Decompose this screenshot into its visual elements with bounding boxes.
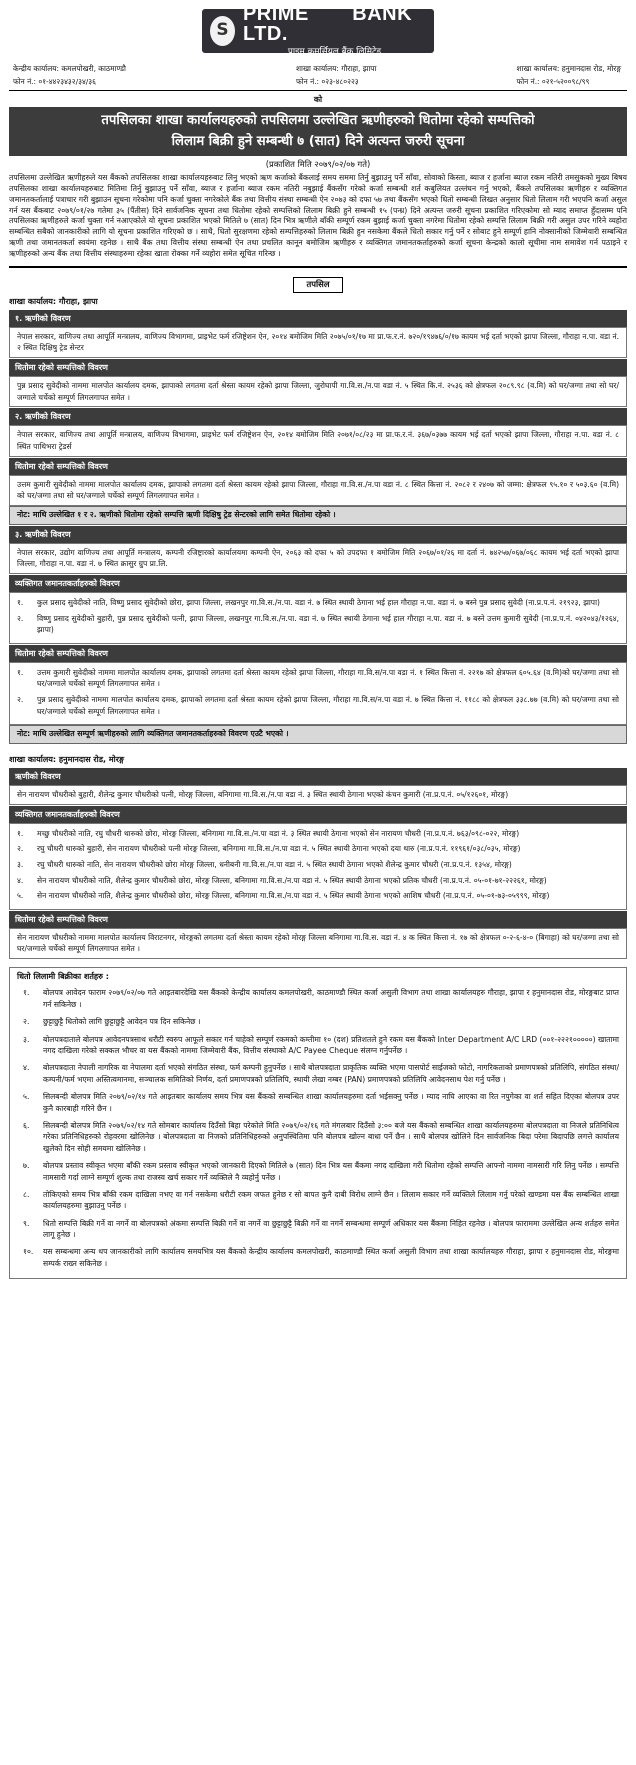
item-number: ५. — [17, 891, 24, 901]
office-addresses — [9, 63, 627, 88]
item-text: विष्णु प्रसाद सुवेदीको बुहारी, पुन्न प्रसाद सुवेदीको पत्नी, झापा जिल्ला, लखनपुर गा.वि.स./न.पा. वडा नं. ७ स्थित स्थायी ठेगाना भई हाल गौराहा न.पा. वडा नं. ७ बस्ने उत्तम कुमारी सुवेदी (ना.प्र.प.नं. ०४२०४३/१२६४, झापा) — [37, 613, 619, 635]
publish-date: (प्रकाशित मिति २०७९/०२/०७ गते) — [265, 159, 371, 170]
borrower-details: नेपाल सरकार, वाणिज्य तथा आपूर्ति मन्त्रालय, वाणिज्य विभागमा, प्राइभेट फर्म रजिष्ट्रेशन ऐन, २०१४ बमोजिम मिति २०७५/०१/१७ मा प्रा.फ.र.नं. ७२०/१९४७६/०/१७ कायम भई दर्ता भएको झापा जिल्ला, गौराहा न.पा. वडा नं. २ स्थित दिक्षिषु ट्रेड सेन्टर — [9, 327, 627, 358]
section-heading: धितोमा रहेको सम्पत्तिको विवरण — [9, 458, 627, 475]
note: नोट: माथि उल्लेखित १ र २. ऋणीको धितोमा रहेको सम्पत्ति ऋणी दिक्षिषु ट्रेड सेन्टरको लागि समेत धितोमा रहेको । — [9, 506, 627, 525]
item-number: ५. — [23, 1092, 30, 1102]
section-heading: ऋणीको विवरण — [9, 768, 627, 785]
borrower-details: सेन नारायण चौधरीको बुहारी, शैलेन्द्र कुमार चौधरीको पत्नी, मोरङ्ग जिल्ला, बनिगामा गा.वि.स./न.पा वडा नं. ३ स्थित स्थायी ठेगाना भएको कंचन कुमारी (ना.प्र.प.नं. ०५/१२६०१, मोरङ्ग) — [9, 785, 627, 805]
auction-conditions — [9, 967, 627, 1279]
notice-title — [9, 107, 627, 156]
item-text: पुन्न प्रसाद सुवेदीको नाममा मालपोत कार्यालय दमक, झापाको लगतमा दर्ता श्रेस्ता कायम रहेको झापा जिल्ला, गौराहा गा.वि.स/न.पा वडा नं. ७ स्थित कित्ता नं. ११८८ को क्षेत्रफल ३३८.७७ (व.मि) को घर/जग्गा तथा सो घर/जग्गाले चर्चेको सम्पूर्ण लिगलगापत समेत । — [37, 695, 619, 716]
collateral-list — [9, 662, 627, 726]
item-number: ४. — [23, 1063, 30, 1073]
intro-paragraph: तपसिलमा उल्लेखित ऋणीहरुले यस बैंकको तपसिलका शाखा कार्यालयहरुबाट लिनु भएको ऋण कर्जाको बैंकलाई समय सममा तिर्नु बुझाउनु पर्ने साँवा, सोवाको किस्ता, ब्याज र हर्जाना ब्याज रकम नतिरी तमसुकको मुख्य बिषय तपसिलका शाखा कार्यालयहरुबाट मितिमा तिर्नु बुझाउनु पर्ने साँवा, ब्याज र हर्जाना ब्याज रकम नतिरी नबुझाई बैंकसँग गरेको कर्जा सम्बन्धी शर्त कबुलियत उल्लंघन गर्नु भएको, बैंकले तपसिलका ऋणीहरु र व्यक्तिगत जमानतकर्तालाई पत्राचार गरी बुझाउन सूचना गरेकोमा पनि कर्जा चुक्ता नगरेकोले बैंक तथा वित्तीय संस्था सम्बन्धी ऐन २०७३ को दफा ५७ तथा बैंकसँग भएको धितो सम्बन्धी लिखत अनुसार धितो लिलाम गरी भएपनि कर्जा असुल गर्न यस बैंकबाट २०७९/०१/२७ गतेमा ३५ (पैंतीस) दिने सार्वजनिक सूचना तथा धितोमा रहेको सम्पत्तिको लिलाम बिक्री हुने सम्बन्धी १५ (पन्ध्र) दिने अत्यन्त जरुरी सूचना प्रकाशित गरिएकोमा सो म्याद समाप्त हुँदासम्म पनि तपसिलका ऋणीहरुले कर्जा चुक्ता गर्न नआएकोले यो सूचना प्रकाशित भएको मितिले ७ (सात) दिन भित्र ऋणीले बाँकी सम्पूर्ण रकम बुझाई कर्जा चुक्ता नगरेमा धितोमा रहेको सम्पत्ति लिलाम बिक्री गरी असुल उपर गरिने व्यहोरा सम्बन्धित सबैको जानकारीको लागि यो सूचना प्रकाशित गरिएको छ । साथै, धितो सुरक्षणमा रहेको सम्पत्तिहरुको लिलाम बिक्री हुन नसकेमा बैंकले धितो सकार गर्नु पर्ने र सोबाट हुने सम्पूर्ण हानि नोक्सानीको जिम्मेवारी सम्बन्धित ऋणी तथा जमानतकर्ता स्वयंमा रहनेछ । साथै बैंक तथा वित्तीय संस्था सम्बन्धी ऐन तथा प्रचलित कानून बमोजिम ऋणीहरु र व्यक्तिगत जमानतकर्ताहरुको कर्जा सूचना केन्द्रको कालो सूचीमा नाम समावेश गर्न पठाइने र ऋणीहरुको अन्य बैंक तथा वित्तीय संस्थाहरुमा रहेका खाता रोक्का गर्ने व्यहोरा समेत सूचित गरिन्छ । — [9, 173, 627, 269]
list-item — [17, 1091, 619, 1114]
list-item — [17, 1016, 619, 1027]
item-text: बोलपत्र प्रस्ताव स्वीकृत भएमा बाँकी रकम प्रस्ताव स्वीकृत भएको जानकारी दिएको मितिले ७ (सात) दिन भित्र यस बैंकमा नगद दाखिला गरी धितोमा रहेको सम्पत्ति आफ्नो नाममा नामसारी गरि लिनु पर्नेछ । सम्पत्ति नामसारी गर्दा लाग्ने सम्पूर्ण शुल्क तथा राजस्व खर्च सकार गर्ने व्यक्तिले नै व्यहोर्नु पर्नेछ । — [43, 1161, 619, 1182]
item-number: १. — [17, 828, 24, 838]
bank-name-nepali: प्राइम कमर्सियल बैंक लिमिटेड — [287, 46, 382, 57]
section-heading: ३. ऋणीको विवरण — [9, 526, 627, 543]
list-item — [17, 1034, 619, 1057]
item-number: ४. — [17, 875, 24, 885]
bank-emblem-icon: S — [210, 16, 235, 46]
guarantor-list — [9, 592, 627, 644]
bank-name-main: PRiME — [242, 2, 309, 25]
item-text: उत्तम कुमारी सुवेदीको नाममा मालपोत कार्यालय दमक, झापाको लगतमा दर्ता श्रेस्ता कायम रहेको झापा जिल्ला, गौराहा गा.वि.स/न.पा वडा नं. १ स्थित कित्ता नं. २२१७ को क्षेत्रफल ६०५.६४ (व.मि)को घर/जग्गा तथा सो घर/जग्गाले चर्चेको सम्पूर्ण लिगलगापत समेत । — [37, 667, 619, 689]
item-number: ६. — [23, 1120, 30, 1130]
notice-title-line1: तपसिलका शाखा कार्यालयहरुको तपसिलमा उल्लेखित ऋणीहरुको धितोमा रहेको सम्पत्तिको — [101, 113, 535, 129]
list-item — [17, 1189, 619, 1212]
list-item — [17, 597, 619, 609]
item-text: कुल प्रसाद सुवेदीको नाति, विष्णु प्रसाद सुवेदीको छोरा, झापा जिल्ला, लखनपुर गा.वि.स./न.पा. वडा नं. ७ स्थित स्थायी ठेगाना भई हाल गौराहा न.पा. वडा नं. ७ बस्ने पुन्न प्रसाद सुवेदी (ना.प्र.प.नं. २१९२३, झापा) — [37, 597, 600, 607]
list-item — [17, 1246, 619, 1269]
item-number: ३. — [23, 1034, 30, 1044]
tapsil-heading-wrap — [9, 277, 627, 293]
bank-name-commercial: COMMERCIAL — [310, 2, 351, 9]
section-heading: व्यक्तिगत जमानतकर्ताहरुको विवरण — [9, 806, 627, 823]
office-gauradaha — [266, 63, 376, 88]
section-heading: व्यक्तिगत जमानतकर्ताहरुको विवरण — [9, 575, 627, 592]
list-item — [17, 613, 619, 636]
item-number: १. — [17, 667, 24, 677]
list-item — [17, 694, 619, 717]
notice-title-line2: लिलाम बिक्री हुने सम्बन्धी ७ (सात) दिने अत्यन्त जरुरी सूचना — [171, 133, 465, 149]
item-text: सिलबन्दी बोलपत्र मिति २०७९/०२/१४ गते सोमबार कार्यालय दिउँसो बिहा परेकोले मिति २०७९/०२/१६ गते मंगलबार दिउँसो ३:०० बजे यस बैंकको सम्बन्धित शाखा कार्यालयहरुमा बोलपत्रदाता वा निजले प्रतिनिधित्व गरेका प्रतिनिधिहरुको रोहवरमा खोलिनेछ । बोलपत्रदाता वा निजको प्रतिनिधिहरुको अनुपस्थितिमा पनि बोलपत्र खोल्न बाधा पर्ने छैन । साथै बोलपत्र खोलिने दिन सार्वजनिक बिदा परेमा बिदापछि लगत्ते कार्यालय खुलेको दिन सोही समयमा खोलिनेछ । — [43, 1120, 619, 1153]
conditions-heading: धितो लिलामी बिक्रीका शर्तहरु : — [17, 972, 109, 982]
item-text: सेन नारायण चौधरीको नाति, शैलेन्द्र कुमार चौधरीको छोरा, मोरङ्ग जिल्ला, बनिगामा गा.वि.स./न.पा वडा नं. ५ स्थित स्थायी ठेगाना भएको प्रतिक चौधरी (ना.प्र.प.नं. ०५-०१-७१-२२२६१, मोरङ्ग) — [37, 875, 547, 885]
item-text: तोकिएको समय भित्र बाँकी रकम दाखिला नभए वा गर्न नसकेमा धरौटी रकम जफत हुनेछ र सो बापत कुनै दाबी विरोध लाग्ने छैन । लिलाम सकार गर्ने व्यक्तिले लिलाम गर्नु परेको खण्डमा यस बैंक सम्बन्धित शाखा कार्यालयहरुमा बुझाउनु पर्नेछ । — [43, 1189, 619, 1211]
item-number: २. — [17, 613, 24, 623]
office-central-phone: फोन नं.: ०१-४४२३४३२/३४/३६ — [13, 76, 96, 86]
item-number: २. — [17, 695, 24, 705]
list-item — [17, 1160, 619, 1183]
list-item — [17, 890, 619, 902]
list-item — [17, 859, 619, 871]
list-item — [17, 843, 619, 855]
collateral-details: उत्तम कुमारी सुवेदीको नाममा मालपोत कार्यालय दमक, झापाको लगतमा दर्ता श्रेस्ता कायम रहेको झापा जिल्ला, गौराहा गा.वि.स./न.पा वडा नं. ८ स्थित कित्ता नं. २०८२ र २४०७ को जम्मा: क्षेत्रफल ९५.१० र ५०३.६० (व.मि) को घर/जग्गा तथा सो घर/जग्गाले चर्चेको सम्पूर्ण लिगलगापत समेत । — [9, 475, 627, 506]
item-text: धितो सम्पत्ति बिक्री गर्ने वा नगर्ने वा बोलपत्रको अंकमा सम्पत्ति बिक्री गर्ने वा नगर्ने वा छुट्टाछुट्टै बिक्री गर्ने वा नगर्ने सम्बन्धमा सम्पूर्ण अधिकार यस बैंकमा निहित रहनेछ । बोलपत्र फाराममा उल्लेखित अन्य शर्तहरु समेत लागू हुनेछ । — [43, 1218, 619, 1240]
office-central-address: केन्द्रीय कार्यालय: कमलपोखरी, काठमाण्डौ — [13, 64, 126, 73]
list-item — [17, 667, 619, 690]
item-text: बोलपत्रदाता नेपाली नागरिक वा नेपालमा दर्ता भएको संगठित संस्था, फर्म कम्पनी हुनुपर्नेछ । साथै बोलपत्रदाता प्राकृतिक व्यक्ति भएमा पासपोर्ट साईजको फोटो, नागरिकताको प्रमाणपत्रको प्रतिलिपि, संगठित संस्था/कम्पनी/फर्म भएमा अस्तित्वमानमा, सञ्चालक समितिको निर्णय, दर्ता प्रमाणपत्रको प्रतिलिपि, स्थायी लेखा नम्बर (PAN) प्रमाणपत्रको प्रतिलिपि आवेदनसाथ पेश गर्नु पर्नेछ । — [43, 1063, 619, 1084]
item-number: २. — [17, 844, 24, 854]
office-hanumandas-phone: फोन नं.: ०२१-५२००९८/९९ — [516, 76, 590, 86]
list-item — [17, 1218, 619, 1241]
office-central — [13, 63, 126, 88]
item-number: २. — [23, 1017, 30, 1027]
item-text: मच्छु चौधरीको नाति, रघु चौधरी थारुको छोरा, मोरङ्ग जिल्ला, बनिगामा गा.वि.स./न.पा वडा नं. ३ स्थित स्थायी ठेगाना भएको सेन नारायण चौधरी (ना.प्र.प.नं. ७६३/०९८-०२२, मोरङ्ग) — [37, 828, 520, 838]
branch-hanumandas-heading: शाखा कार्यालय: हनुमानदास रोड, मोरङ्ग — [9, 754, 125, 764]
section-heading: २. ऋणीको विवरण — [9, 408, 627, 425]
item-text: रघु चौधरी थारुको बुहारी, सेन नारायण चौधरीको पत्नी मोरङ्ग जिल्ला, बनिगामा गा.वि.स./न.पा वडा नं. ५ स्थित स्थायी ठेगाना भएको दया थारु (ना.प्र.प.नं. ११९६१/०३८/०३५, मोरङ्ग) — [37, 844, 521, 854]
item-text: रघु चौधरी थारुको नाति, सेन नारायण चौधरीको छोरा मोरङ्ग जिल्ला, धनीबनी गा.वि.स./न.पा वडा नं. ५ स्थित स्थायी ठेगाना भएको शैलेन्द्र कुमार चौधरी (ना.प्र.प.नं. १३५४, मोरङ्ग) — [37, 859, 512, 869]
section-heading: १. ऋणीको विवरण — [9, 310, 627, 327]
item-number: १. — [23, 988, 30, 998]
tapsil-heading: तपसिल — [293, 277, 342, 293]
office-gauradaha-address: शाखा कार्यालय: गौराहा, झापा — [296, 64, 377, 73]
borrower-details: नेपाल सरकार, वाणिज्य तथा आपूर्ति मन्त्रालय, वाणिज्य विभागमा, प्राइभेट फर्म रजिष्ट्रेशन ऐन, २०१४ बमोजिम मिति २०७१/०८/२३ मा प्रा.फ.र.नं. ३६७/०३७७ कायम भई दर्ता भएको झापा जिल्ला, गौराहा न.पा. वडा नं. ८ स्थित पाथिभरा ट्रेडर्स — [9, 425, 627, 456]
collateral-details: सेन नारायण चौधरीको नाममा मालपोत कार्यालय विराटनगर, मोरङ्गको लगतमा दर्ता श्रेस्ता कायम रहेको मोरङ्ग जिल्ला बनिगामा गा.वि.स. वडा नं. ४ क स्थित कित्ता नं. १७ को क्षेत्रफल ०-२-६-४-० (बिगाहा) को घर/जग्गा तथा सो घर/जग्गाले चर्चेको सम्पूर्ण लिगलगापत समेत । — [9, 928, 627, 959]
bank-logo — [202, 2, 434, 57]
divider — [9, 90, 627, 91]
office-hanumandas — [517, 63, 623, 88]
collateral-details: पुन्न प्रसाद सुवेदीको नाममा मालपोत कार्यालय दमक, झापाको लगतमा दर्ता श्रेस्ता कायम रहेको झापा जिल्ला, जुरोघापी गा.वि.स./न.पा वडा नं. ५ स्थित कि.नं. २५३६ को क्षेत्रफल २०८९.९८ (व.मि) को घर/जग्गा तथा सो घर/जग्गाले चर्चेको सम्पूर्ण लिगलगापत समेत । — [9, 376, 627, 407]
guarantor-list — [9, 823, 627, 910]
item-number: ७. — [23, 1161, 30, 1171]
item-number: ९. — [23, 1218, 30, 1228]
item-number: १. — [17, 597, 24, 607]
section-heading: धितोमा रहेको सम्पत्तिको विवरण — [9, 911, 627, 928]
item-text: यस सम्बन्धमा अन्य थप जानकारीको लागि कार्यालय समयभित्र यस बैंकको केन्द्रीय कार्यालय कमलपोखरी, काठमाण्डौ स्थित कर्जा असुली विभाग तथा शाखा कार्यालयहरु गौराहा, झापा र हनुमानदास रोड, मोरङ्गमा सम्पर्क राख्न सकिनेछ । — [43, 1247, 619, 1268]
item-text: बोलपत्रदाताले बोलपत्र आवेदनपत्रसाथ धरौटी स्वरुप आफूले सकार गर्न चाहेको सम्पूर्ण रकमको कम्तीमा १० (दश) प्रतिशतले हुने रकम यस बैंकको Inter Department A/C LRD (००१-२२२१०००००) खातामा नगद दाखिला गरेको सक्कल भौचर वा यस बैंकको नाममा जिम्मेवारी बैंक, वित्तीय संस्थाको A/C Payee Cheque संलग्न गर्नुपर्नेछ । — [43, 1034, 619, 1055]
section-heading: धितोमा रहेको सम्पत्तिको विवरण — [9, 359, 627, 376]
item-text: छुट्टाछुट्टै धितोको लागि छुट्टाछुट्टै आवेदन पत्र दिन सकिनेछ । — [43, 1017, 201, 1027]
item-number: ३. — [17, 859, 24, 869]
header — [9, 0, 627, 57]
bank-name-suffix: BANK LTD. — [242, 2, 413, 45]
note: नोट: माथि उल्लेखित सम्पूर्ण ऋणीहरुको लागि व्यक्तिगत जमानतकर्ताहरुको विवरण एउटै भएको । — [9, 725, 627, 744]
item-text: सिलबन्दी बोलपत्र मिति २०७९/०२/१४ गते आइतबार कार्यालय समय भित्र यस बैंकको सम्बन्धित शाखा कार्यालयहरुमा दर्ता भईसक्नु पर्नेछ । म्याद नाघि आएका वा रित नपुगेका वा शर्त सहित दिएका बोलपत्र उपर कुनै कारबाही गरिने छैन । — [43, 1092, 619, 1113]
list-item — [17, 987, 619, 1010]
ko-label: को — [313, 95, 323, 105]
item-number: ८. — [23, 1189, 30, 1199]
section-heading: धितोमा रहेको सम्पत्तिको विवरण — [9, 645, 627, 662]
list-item — [17, 1062, 619, 1085]
list-item — [17, 828, 619, 840]
item-number: १०. — [23, 1247, 34, 1257]
office-hanumandas-address: शाखा कार्यालय: हनुमानदास रोड, मोरङ्ग — [516, 64, 621, 73]
list-item — [17, 1120, 619, 1154]
item-text: बोलपत्र आवेदन फाराम २०७९/०२/०७ गते आइतबारदेखि यस बैंकको केन्द्रीय कार्यालय कमलपोखरी, काठमाण्डौ स्थित कर्जा असुली विभाग तथा शाखा कार्यालयहरु गौराहा, झापा र हनुमानदास रोड, मोरङ्गबाट प्राप्त गर्न सकिनेछ । — [43, 988, 619, 1009]
list-item — [17, 875, 619, 887]
bank-name — [243, 4, 426, 44]
item-text: सेन नारायण चौधरीको नाति, शैलेन्द्र कुमार चौधरीको छोरा, मोरङ्ग जिल्ला, बनिगामा गा.वि.स./न.पा वडा नं. ५ स्थित स्थायी ठेगाना भएको आशिष चौधरी (ना.प्र.प.नं. ०५-०१-७३-०५९९९, मोरङ्ग) — [37, 891, 550, 901]
office-gauradaha-phone: फोन नं.: ०२३-४८०२२३ — [296, 76, 359, 86]
branch-gauradaha-heading: शाखा कार्यालय: गौराहा, झापा — [9, 296, 98, 306]
borrower-details: नेपाल सरकार, उद्योग वाणिज्य तथा आपूर्ति मन्त्रालय, कम्पनी रजिष्ट्रारको कार्यालयमा कम्पनी ऐन, २०६३ को दफा ५ को उपदफा १ बमोजिम मिति २०६७/०१/२६ मा दर्ता नं. ७४२५७/०६७/०६८ कायम भई दर्ता भएको झापा जिल्ला, गौराहा न.पा. वडा नं. ७ स्थित क्रासुर ग्रुप प्रा.लि. — [9, 543, 627, 574]
